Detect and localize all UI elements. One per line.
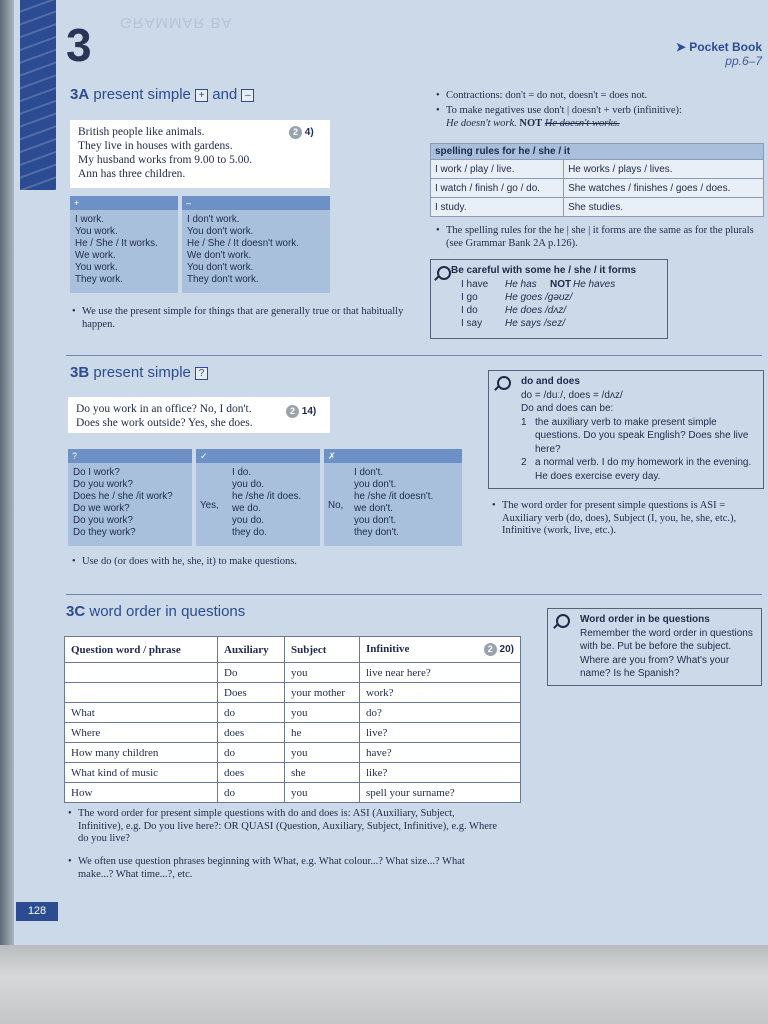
be-careful-title: Be careful with some he / she / it forms — [451, 265, 637, 276]
cell: Where — [65, 723, 218, 743]
cell: live near here? — [360, 663, 521, 683]
negative-form: We don't work. — [187, 250, 252, 261]
question-form: Do I work? — [73, 467, 120, 478]
careful-row — [435, 278, 663, 291]
no-form: you don't. — [354, 515, 397, 526]
question-form: Do we work? — [73, 503, 130, 514]
example-line: My husband works from 9.00 to 5.00. — [78, 154, 253, 166]
positive-form: We work. — [75, 250, 116, 261]
contractions-text: Contractions: don't = do not, doesn't = does not. — [446, 90, 648, 101]
audio-track-number: 20 — [499, 644, 511, 655]
do-does-point-text: a normal verb. I do my homework in the evening. He does exercise every day. — [535, 457, 752, 482]
word-order-table — [64, 636, 521, 803]
plus-icon: + — [195, 89, 208, 102]
section-3c-heading: word order in questions — [89, 603, 246, 620]
yes-form: you do. — [232, 479, 265, 490]
careful-form: He has — [505, 278, 537, 290]
audio-track-3b[interactable]: 2 14) — [286, 405, 316, 418]
cross-icon: ✗ — [324, 449, 462, 463]
section-divider — [66, 355, 762, 356]
careful-base: I go — [461, 291, 478, 303]
question-header-icon: ? — [68, 449, 192, 463]
question-form: Do you work? — [73, 515, 133, 526]
negative-form: You don't work. — [187, 262, 254, 273]
question-icon: ? — [195, 367, 208, 380]
example-line: British people like animals. — [78, 126, 205, 138]
yes-form: you do. — [232, 515, 265, 526]
example-line: Ann has three children. — [78, 168, 186, 180]
section-3b-title — [70, 364, 208, 381]
short-answer-yes-table — [196, 449, 320, 546]
cell: do — [218, 783, 285, 803]
note-3a: • We use the present simple for things that are generally true or that habitually happen. — [72, 306, 404, 330]
contractions-note: • Contractions: don't = do not, doesn't = does not. — [436, 90, 648, 101]
yes-word: Yes, — [200, 500, 219, 511]
cell — [65, 683, 218, 703]
table-row — [65, 683, 521, 703]
mirrored-header-ghost: GRAMMAR BA — [120, 14, 233, 31]
word-order-be-text: Remember the word order in questions with be. Put be before the subject. Where are you from? What's your name? Is he Spanish? — [580, 627, 753, 679]
column-header — [360, 637, 521, 663]
be-careful-box — [430, 259, 668, 339]
plus-header-icon: + — [70, 196, 178, 210]
section-3a-title — [70, 86, 254, 103]
negative-form: They don't work. — [187, 274, 259, 285]
cell: What — [65, 703, 218, 723]
cell: work? — [360, 683, 521, 703]
careful-base: I say — [461, 317, 483, 329]
cell: he — [285, 723, 360, 743]
note-text: We use the present simple for things that are generally true or that habitually happen. — [82, 306, 404, 330]
not-word: NOT — [519, 117, 543, 129]
positive-form: You work. — [75, 226, 118, 237]
question-form: Do you work? — [73, 479, 133, 490]
cell: live? — [360, 723, 521, 743]
section-3c-number: 3C — [66, 603, 86, 620]
yes-form: we do. — [232, 503, 261, 514]
positive-form: I work. — [75, 214, 104, 225]
spelling-note-text: The spelling rules for the he | she | it forms are the same as for the plurals (see Grammar Bank 2A p.126). — [446, 225, 754, 249]
note-text: The word order for present simple questions with do and does is: ASI (Auxiliary, Subject, Infinitive), e.g. Do you live here?: OR QUASI (Question, Auxiliary, Subject, Infinitive), e.g. Where do you live? — [78, 808, 498, 844]
do-and-does-box — [488, 370, 764, 489]
example-line: Does she work outside? Yes, she does. — [76, 417, 253, 429]
table-row — [65, 663, 521, 683]
word-order-be-title: Word order in be questions — [580, 614, 710, 625]
section-3a-number: 3A — [70, 86, 90, 103]
audio-track-number: 14 — [301, 406, 313, 417]
table-row — [65, 723, 521, 743]
cd-icon: 2 — [286, 405, 299, 418]
positive-form: You work. — [75, 262, 118, 273]
unit-stripe-pattern — [20, 0, 56, 190]
negatives-note: • To make negatives use don't | doesn't + verb (infinitive): He doesn't work. NOT He doesn't works. — [436, 105, 682, 129]
word-order-be-box — [547, 608, 762, 686]
minus-header-icon: – — [182, 196, 330, 210]
cd-icon: 2 — [289, 126, 302, 139]
positive-forms-table — [70, 196, 178, 293]
cell: do — [218, 743, 285, 763]
cell: you — [285, 743, 360, 763]
infinitive-header: Infinitive — [366, 643, 410, 655]
example-line: They live in houses with gardens. — [78, 140, 233, 152]
yes-form: I do. — [232, 467, 252, 478]
careful-form: He says /sez/ — [505, 317, 566, 329]
pocket-book-reference — [676, 40, 762, 68]
asi-text: The word order for present simple questions is ASI = Auxiliary verb (do, does), Subject (I, you, he, she, etc.), Infinitive (work, live, etc.). — [502, 500, 737, 536]
cell — [65, 663, 218, 683]
do-does-point-text: the auxiliary verb to make present simple questions. Do you speak English? Does she live here? — [535, 416, 749, 455]
yes-form: he /she /it does. — [232, 491, 302, 502]
rule-cell: She watches / finishes / goes / does. — [564, 179, 764, 198]
spelling-rules-header: spelling rules for he / she / it — [431, 144, 764, 160]
negatives-rule: To make negatives use don't | doesn't + verb (infinitive): — [446, 105, 682, 116]
cell: does — [218, 763, 285, 783]
careful-row — [435, 291, 663, 304]
do-does-pron: do = /duː/, does = /dʌz/ — [521, 389, 623, 401]
cell: Do — [218, 663, 285, 683]
cell: you — [285, 783, 360, 803]
pocket-book-title: ➤ Pocket Book — [675, 40, 762, 54]
column-header: Subject — [285, 637, 360, 663]
note-3c-2: • We often use question phrases beginning with What, e.g. What colour...? What size...? What make...? What time...?, etc. — [68, 856, 465, 880]
rule-cell: He works / plays / lives. — [564, 160, 764, 179]
table-row — [65, 703, 521, 723]
careful-not: NOT — [550, 278, 572, 290]
section-3c-title — [66, 603, 245, 620]
scanner-background — [0, 945, 768, 1024]
example-line: Do you work in an office? No, I don't. — [76, 403, 252, 415]
rule-cell: She studies. — [564, 198, 764, 217]
tick-icon: ✓ — [196, 449, 320, 463]
note-3b: • Use do (or does with he, she, it) to make questions. — [72, 556, 297, 567]
do-does-line: Do and does can be: — [521, 403, 614, 414]
cell: have? — [360, 743, 521, 763]
cd-icon: 2 — [484, 643, 497, 656]
section-divider — [66, 594, 762, 595]
careful-form: He goes /gəʊz/ — [505, 291, 573, 303]
question-forms-table — [68, 449, 192, 546]
rule-cell: I watch / finish / go / do. — [431, 179, 564, 198]
no-form: he /she /it doesn't. — [354, 491, 434, 502]
cell: she — [285, 763, 360, 783]
note-text: We often use question phrases beginning with What, e.g. What colour...? What size...? What make...? What time...?, etc. — [78, 856, 465, 880]
table-row — [65, 763, 521, 783]
audio-track-3a[interactable]: 2 4) — [289, 126, 314, 139]
negatives-example: He doesn't work. — [446, 117, 517, 129]
magnifier-icon — [556, 614, 570, 628]
cell: like? — [360, 763, 521, 783]
column-header: Question word / phrase — [65, 637, 218, 663]
do-does-title: do and does — [521, 376, 580, 387]
cell: you — [285, 663, 360, 683]
yes-form: they do. — [232, 527, 267, 538]
positive-form: He / She / It works. — [75, 238, 158, 249]
spelling-note: • The spelling rules for the he | she | it forms are the same as for the plurals (see Grammar Bank 2A p.126). — [436, 225, 754, 249]
cell: Does — [218, 683, 285, 703]
minus-icon: – — [241, 89, 254, 102]
section-3b-heading: present simple — [93, 364, 191, 381]
do-does-point-1: 1 the auxiliary verb to make present simple questions. Do you speak English? Does she live here? — [521, 416, 749, 455]
question-form: Does he / she /it work? — [73, 491, 173, 502]
page-number: 128 — [16, 902, 58, 921]
cell: How many children — [65, 743, 218, 763]
negative-forms-table — [182, 196, 330, 293]
careful-row — [435, 317, 663, 330]
cell: spell your surname? — [360, 783, 521, 803]
short-answer-no-table — [324, 449, 462, 546]
audio-track-number: 4 — [304, 127, 311, 138]
careful-row — [435, 304, 663, 317]
rule-cell: I work / play / live. — [431, 160, 564, 179]
unit-number: 3 — [66, 19, 92, 71]
negative-form: He / She / It doesn't work. — [187, 238, 299, 249]
positive-form: They work. — [75, 274, 123, 285]
cell: do? — [360, 703, 521, 723]
cell: How — [65, 783, 218, 803]
section-3a-heading: present simple — [93, 86, 191, 103]
note-3c-1: • The word order for present simple questions with do and does is: ASI (Auxiliary, Subject, Infinitive), e.g. Do you live here?: OR QUASI (Question, Auxiliary, Subject, Infinitive), e.g. Where do you live? — [68, 808, 498, 844]
careful-base: I have — [461, 278, 489, 290]
audio-track-3c[interactable]: 2 20) — [484, 643, 514, 656]
no-form: we don't. — [354, 503, 393, 514]
cell: your mother — [285, 683, 360, 703]
careful-wrong: He haves — [573, 278, 616, 290]
no-form: they don't. — [354, 527, 399, 538]
cell: does — [218, 723, 285, 743]
no-word: No, — [328, 500, 344, 511]
pocket-book-pages: pp.6–7 — [725, 54, 762, 68]
negatives-wrong-example: He doesn't works. — [544, 117, 620, 129]
spelling-rules-table — [430, 143, 764, 217]
cell: What kind of music — [65, 763, 218, 783]
section-3b-number: 3B — [70, 364, 90, 381]
page-binding — [0, 0, 14, 945]
careful-form: He does /dʌz/ — [505, 304, 567, 316]
do-does-point-2: 2 a normal verb. I do my homework in the evening. He does exercise every day. — [521, 457, 752, 482]
table-row — [65, 743, 521, 763]
asi-note: • The word order for present simple questions is ASI = Auxiliary verb (do, does), Subject (I, you, he, she, etc.), Infinitive (work, live, etc.). — [492, 500, 737, 536]
table-row — [65, 783, 521, 803]
no-form: you don't. — [354, 479, 397, 490]
rule-cell: I study. — [431, 198, 564, 217]
cell: do — [218, 703, 285, 723]
negative-form: You don't work. — [187, 226, 254, 237]
cell: you — [285, 703, 360, 723]
negative-form: I don't work. — [187, 214, 240, 225]
careful-base: I do — [461, 304, 478, 316]
note-text: Use do (or does with he, she, it) to make questions. — [82, 556, 297, 567]
word-order-header-row — [65, 637, 521, 663]
and-word: and — [212, 86, 238, 103]
no-form: I don't. — [354, 467, 384, 478]
magnifier-icon — [497, 376, 511, 390]
question-form: Do they work? — [73, 527, 136, 538]
column-header: Auxiliary — [218, 637, 285, 663]
